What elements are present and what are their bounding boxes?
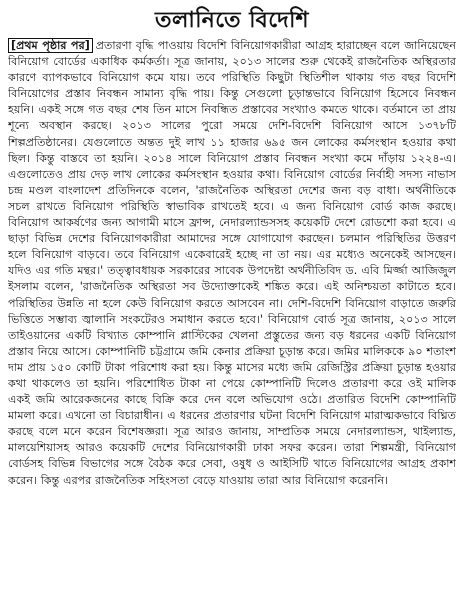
article-body bbox=[8, 38, 456, 600]
article-headline: তলানিতে বিদেশি bbox=[155, 7, 309, 33]
continuation-tag: [প্রথম পৃষ্ঠার পর] bbox=[8, 38, 93, 53]
article-body-text: প্রতারণা বৃদ্ধি পাওয়ায় বিদেশি বিনিয়োগকারীরা আগ্রহ হারাচ্ছেন বলে জানিয়েছেন বিনিয়োগ বোর্ডের একাধিক কর্মকর্তা। সূত্র জানায়, ২০১৩ সালের শুরু থেকেই রাজনৈতিক অস্থিরতার কারণে ব্যাপকভাবে বিনিয়োগ কমে যায়। তবে পরিস্থিতি কিছুটা স্থিতিশীল থাকায় গত বছর বিদেশি বিনিয়োগের প্রস্তাব নিবন্ধন সামান্য বৃদ্ধি পায়। কিন্তু সেগুলো চূড়ান্তভাবে বিনিয়োগ হিসেবে নিবন্ধন হয়নি। একই সঙ্গে গত বছর শেষ তিন মাসে নিবন্ধিত প্রস্তাবের সংখ্যাও কমতে থাকে। বর্তমানে তা প্রায় শূন্যে অবস্থান করছে। ২০১৩ সালের পুরো সময়ে দেশি-বিদেশি বিনিয়োগ আসে ১৩৭৮টি শিল্পপ্রতিষ্ঠানের। যেগুলোতে অন্তত দুই লাখ ১১ হাজার ৬৯৫ জন লোকের কর্মসংস্থান হওয়ার কথা ছিল। কিন্তু বাস্তবে তা হয়নি। ২০১৪ সালে বিনিয়োগ প্রস্তাব নিবন্ধন সংখ্যা কমে দাঁড়ায় ১২২৪-এ। এগুলোতেও প্রায় দেড় লাখ লোকের কর্মসংস্থান হওয়ার কথা। বিনিয়োগ বোর্ডের নির্বাহী সদস্য নাভাস চন্দ্র মণ্ডল বাংলাদেশ প্রতিদিনকে বলেন, 'রাজনৈতিক অস্থিরতা দেশের জন্য বড় বাধা। অর্থনীতিকে সচল রাখতে বিনিয়োগ পরিস্থিতি স্বাভাবিক রাখতেই হবে। এ জন্য বিনিয়োগ বোর্ড কাজ করছে। বিনিয়োগ আকর্ষণের জন্য আগামী মাসে ফ্রান্স, নেদারল্যান্ডসসহ কয়েকটি দেশে রোডশো করা হবে। এ ছাড়া বিভিন্ন দেশের বিনিয়োগকারীরা আমাদের সঙ্গে যোগাযোগ করছেন। চলমান পরিস্থিতির উত্তরণ হলে বিনিয়োগ বাড়বে। তবে বিনিয়োগ একেবারেই হচ্ছে না তা নয়। এর মধ্যেও অনেকেই আসছেন। যদিও এর গতি মন্থর।' তত্ত্বাবধায়ক সরকারের সাবেক উপদেষ্টা অর্থনীতিবিদ ড. এবি মির্জ্জা আজিজুল ইসলাম বলেন, 'রাজনৈতিক অস্থিরতা সব উদ্যোক্তাকেই শঙ্কিত করে। এই অনিশ্চয়তা কাটাতে হবে। পরিস্থিতির উন্নতি না হলে কেউ বিনিয়োগ করতে আসবেন না। দেশি-বিদেশি বিনিয়োগ বাড়াতে জরুরি ভিত্তিতে সম্ভাব্য জ্বালানি সংকটেরও সমাধান করতে হবে।' বিনিয়োগ বোর্ড সূত্র জানায়, ২০১৩ সালে তাইওয়ানের একটি বিখ্যাত কোম্পানি প্লাস্টিকের খেলনা প্রস্তুতের জন্য বড় ধরনের একটি বিনিয়োগ প্রস্তাব নিয়ে আসে। কোম্পানিটি চট্টগ্রামে জমি কেনার প্রক্রিয়া চূড়ান্ত করে। জমির মালিককে ৯০ শতাংশ দাম প্রায় ১৫০ কোটি টাকা পরিশোধ করা হয়। কিন্তু মাসের মধ্যে জমি রেজিস্ট্রির প্রক্রিয়া চূড়ান্ত হওয়ার কথা থাকলেও তা হয়নি। পরিশোধিত টাকা না পেয়ে কোম্পানিটি দিলেও প্রতারণা করে ওই মালিক একই জমি আরেকজনের কাছে বিক্রি করে দেন বলে অভিযোগ ওঠে। প্রতারিত বিদেশি কোম্পানিটি মামলা করে। এখনো তা বিচারাধীন। এ ধরনের প্রতারণার ঘটনা বিদেশি বিনিয়োগ মারাত্মকভাবে বিঘ্নিত করছে বলে মনে করেন বিশেষজ্ঞরা। সূত্র আরও জানায়, সাম্প্রতিক সময়ে নেদারল্যান্ডস, থাইল্যান্ড, মালয়েশিয়াসহ আরও কয়েকটি দেশের বিনিয়োগকারী ঢাকা সফর করেন। তারা শিল্পমন্ত্রী, বিনিয়োগ বোর্ডসহ বিভিন্ন বিভাগের সঙ্গে বৈঠক করে সেবা, ওষুধ ও আইসিটি খাতে বিনিয়োগের আগ্রহ প্রকাশ করেন। কিন্তু এরপর রাজনৈতিক সহিংসতা বেড়ে যাওয়ায় তারা আর বিনিয়োগ করেননি। bbox=[8, 39, 456, 487]
